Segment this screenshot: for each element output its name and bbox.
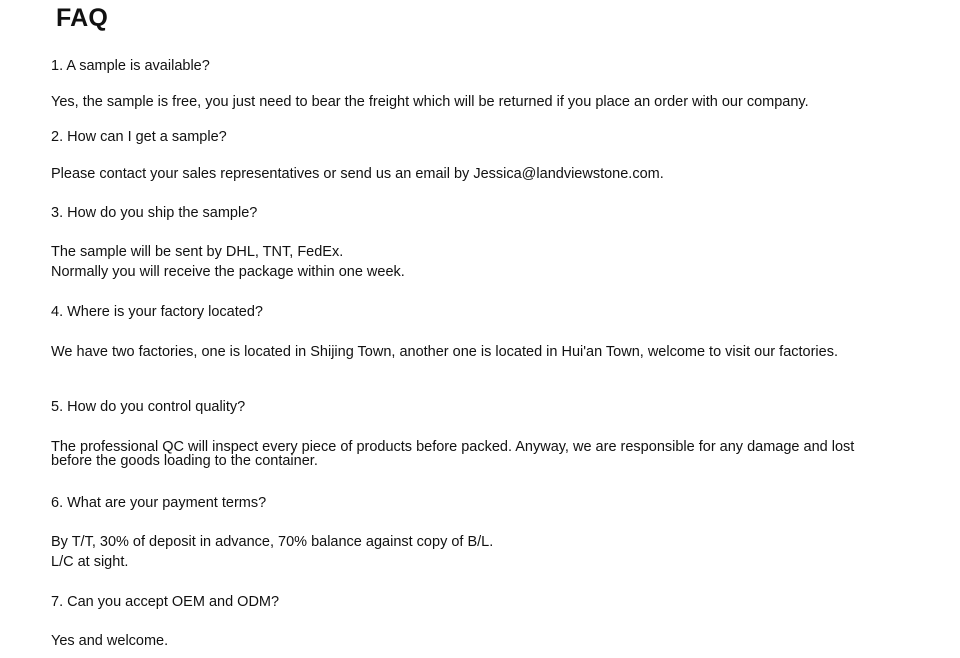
faq-answer-1: Yes, the sample is free, you just need to bear the freight which will be returned if you place an order with our company. xyxy=(51,94,809,110)
faq-question-4: 4. Where is your factory located? xyxy=(51,304,263,320)
faq-answer-2: Please contact your sales representatives or send us an email by Jessica@landviewstone.com. xyxy=(51,166,664,182)
faq-question-3: 3. How do you ship the sample? xyxy=(51,205,258,221)
faq-question-7: 7. Can you accept OEM and ODM? xyxy=(51,594,280,610)
faq-answer-6-line-2: L/C at sight. xyxy=(51,554,129,570)
faq-answer-3-line-2: Normally you will receive the package within one week. xyxy=(51,264,405,280)
faq-answer-6-line-1: By T/T, 30% of deposit in advance, 70% balance against copy of B/L. xyxy=(51,534,494,550)
faq-answer-5: The professional QC will inspect every piece of products before packed. Anyway, we are responsible for any damage and lost before the goods loading to the container. xyxy=(51,439,855,469)
faq-answer-4: We have two factories, one is located in Shijing Town, another one is located in Hui'an Town, welcome to visit our factories. xyxy=(51,344,838,360)
page-title: FAQ xyxy=(56,4,108,32)
faq-answer-3-line-1: The sample will be sent by DHL, TNT, FedEx. xyxy=(51,244,344,260)
faq-answer-7: Yes and welcome. xyxy=(51,633,169,649)
faq-question-6: 6. What are your payment terms? xyxy=(51,495,267,511)
faq-question-1: 1. A sample is available? xyxy=(51,58,210,74)
faq-question-5: 5. How do you control quality? xyxy=(51,399,246,415)
faq-question-2: 2. How can I get a sample? xyxy=(51,129,227,145)
